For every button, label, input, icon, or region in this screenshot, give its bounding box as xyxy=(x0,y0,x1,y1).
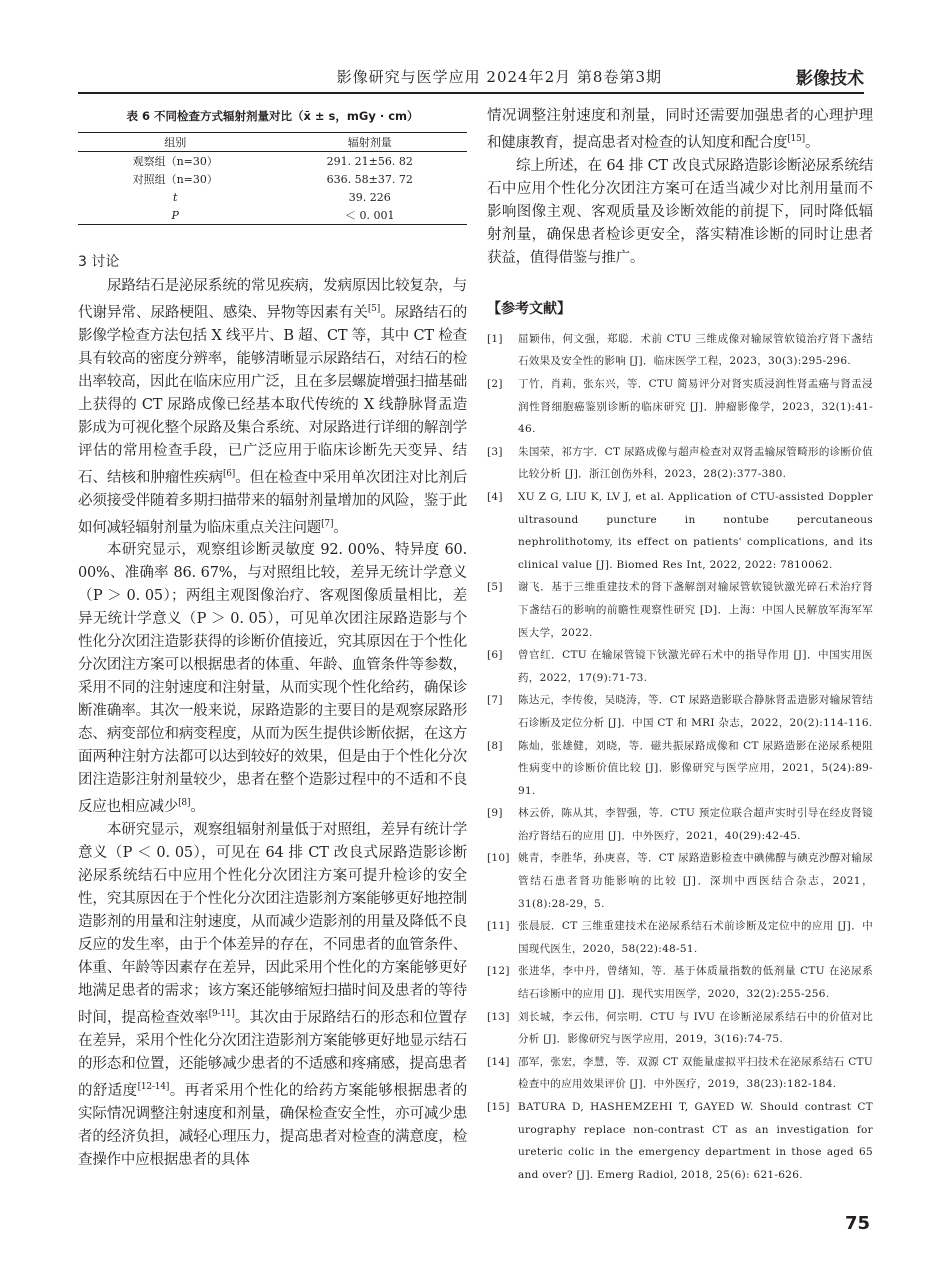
discussion-paragraph-3-continued: 情况调整注射速度和剂量，同时还需要加强患者的心理护理和健康教育，提高患者对检查的认知度和配合度[15]。 xyxy=(487,108,873,151)
reference-list xyxy=(487,328,873,1187)
reference-item: [9] 林云侨，陈从其，李智强，等．CTU 预定位联合超声实时引导在经皮肾镜治疗肾结石的应用 [J]．中外医疗，2021，40(29):42-45. xyxy=(487,807,873,842)
reference-item: [8] 陈灿，张雄健，刘晓，等．磁共振尿路成像和 CT 尿路造影在泌尿系梗阻性病变中的诊断价值比较 [J]．影像研究与医学应用，2021，5(24):89-91. xyxy=(487,739,873,797)
citation: [8] xyxy=(178,798,191,809)
reference-item: [14] 邵军，张宏，李慧，等．双源 CT 双能量虚拟平扫技术在泌尿系结石 CTU 检查中的应用效果评价 [J]．中外医疗，2019，38(23):182-184. xyxy=(487,1055,873,1091)
discussion-paragraph-2: 本研究显示，观察组诊断灵敏度 92. 00%、特异度 60. 00%、准确率 86. 67%，与对照组比较，差异无统计学意义（P ＞ 0. 05）；两组主观图像治疗、客观图像质量相比，差异无统计学意义（P ＞ 0. 05），可见单次团注尿路造影与个性化分次团注造影获得的诊断价值接近，究其原因在于个性化分次团注方案可以根据患者的体重、年龄、血管条件等参数，采用不同的注射速度和注射量，从而实现个性化给药，确保诊断准确率。其次一般来说，尿路造影的主要目的是观察尿路形态、病变部位和病变程度，从而为医生提供诊断依据，在这方面两种注射方法都可以达到较好的效果，但是由于个性化分次团注造影注射剂量较少，患者在整个造影过程中的不适和不良反应也相应减少[8]。 xyxy=(78,542,467,816)
discussion-paragraph-3: 本研究显示，观察组辐射剂量低于对照组，差异有统计学意义（P ＜ 0. 05），可见在 64 排 CT 改良式尿路造影诊断泌尿系统结石中应用个性化分次团注方案可提升检诊的安全性，究其原因在于个性化分次团注造影剂方案能够更好地控制造影剂的用量和注射速度，从而减少造影剂的用量及降低不良反应的发生率，由于个体差异的存在，不同患者的血管条件、体重、年龄等因素存在差异，因此采用个性化的方案能够更好地满足患者的需求；该方案还能够缩短扫描时间及患者的等待时间，提高检查效率[9-11]。其次由于尿路结石的形态和位置存在差异，采用个性化分次团注造影剂方案能够更好地显示结石的形态和位置，还能够减少患者的不适感和疼痛感，提高患者的舒适度[12-14]。再者采用个性化的给药方案能够根据患者的实际情况调整注射速度和剂量，确保检查安全性，亦可减少患者的经济负担，减轻心理压力，提高患者对检查的满意度，检查操作中应根据患者的具体 xyxy=(78,822,468,1168)
table-cell: ＜ 0. 001 xyxy=(273,206,468,225)
citation: [12-14] xyxy=(137,1082,170,1093)
header-divider xyxy=(78,92,864,94)
table-cell: 636. 58±37. 72 xyxy=(326,172,413,186)
citation: [7] xyxy=(321,518,334,529)
table-header-group: 组别 xyxy=(78,133,273,152)
table-cell: P xyxy=(78,206,273,225)
citation: [15] xyxy=(787,134,805,144)
page-number: 75 xyxy=(844,1213,870,1234)
conclusion-paragraph: 综上所述，在 64 排 CT 改良式尿路造影诊断泌尿系统结石中应用个性化分次团注方案可在适当减少对比剂用量而不影响图像主观、客观质量及诊断效能的前提下，同时降低辐射剂量，确保患者检诊更安全，落实精准诊断的同时让患者获益，值得借鉴与推广。 xyxy=(487,157,873,266)
reference-item: [7] 陈达元，李传俊，吴晓涛，等．CT 尿路造影联合静脉肾盂造影对输尿管结石诊断及定位分析 [J]．中国 CT 和 MRI 杂志，2022，20(2):114-116. xyxy=(487,694,873,729)
section-heading-discussion: 3 讨论 xyxy=(78,254,120,270)
reference-item: [4] XU Z G, LIU K, LV J, et al. Application of CTU-assisted Doppler ultrasound puncture in nontube percutaneous nephrolithotomy, its effect on patients' complications, and its clinical value [J]. Biomed Res Int, 2022, 2022: 7810062. xyxy=(487,490,873,571)
references-heading: 【参考文献】 xyxy=(487,300,571,317)
page-header xyxy=(0,0,950,95)
table-caption: 表 6 不同检查方式辐射剂量对比（x̄ ± s，mGy · cm） xyxy=(126,109,419,123)
reference-item: [13] 刘长城，李云伟，何宗明．CTU 与 IVU 在诊断泌尿系结石中的价值对比分析 [J]．影像研究与医学应用，2019，3(16):74-75. xyxy=(487,1010,873,1046)
right-column xyxy=(487,105,873,1186)
table-cell: 39. 226 xyxy=(348,190,391,204)
journal-running-title: 影像研究与医学应用 2024年2月 第8卷第3期 xyxy=(336,68,662,86)
table-cell: 291. 21±56. 82 xyxy=(326,154,413,168)
left-column xyxy=(78,105,467,1172)
reference-item: [5] 谢飞．基于三维重建技术的肾下盏解剖对输尿管软镜钬激光碎石术治疗肾下盏结石的影响的前瞻性观察性研究 [D]．上海：中国人民解放军海军军医大学，2022. xyxy=(487,581,873,639)
table-cell: t xyxy=(173,190,178,204)
citation: [6] xyxy=(222,468,236,479)
reference-item: [11] 张晨辰．CT 三维重建技术在泌尿系结石术前诊断及定位中的应用 [J]．中国现代医生，2020，58(22):48-51. xyxy=(487,920,873,955)
reference-item: [10] 姚青，李胜华，孙庚喜，等．CT 尿路造影检查中碘佛醇与碘克沙醇对输尿管结石患者肾功能影响的比较 [J]．深圳中西医结合杂志，2021，31(8):28-29，5. xyxy=(487,852,873,910)
reference-item: [1] 屈颖伟，何文强，郑聪．术前 CTU 三维成像对输尿管软镜治疗肾下盏结石效果及安全性的影响 [J]．临床医学工程，2023，30(3):295-296. xyxy=(487,332,873,368)
table-row xyxy=(78,188,467,206)
table-header-dose: 辐射剂量 xyxy=(273,133,468,152)
table-header-row xyxy=(78,133,467,152)
discussion-paragraph-1: 尿路结石是泌尿系统的常见疾病，发病原因比较复杂，与代谢异常、尿路梗阻、感染、异物等因素有关[5]。尿路结石的影像学检查方法包括 X 线平片、B 超、CT 等，其中 CT 检查具有较高的密度分辨率，能够清晰显示尿路结石，对结石的检出率较高，因此在临床应用广泛，且在多层螺旋增强扫描基础上获得的 CT 尿路成像已经基本取代传统的 X 线静脉肾盂造影成为可视化整个尿路及集合系统、对尿路进行详细的解剖学评估的常用检查手段，已广泛应用于临床诊断先天变异、结石、结核和肿瘤性疾病[6]。但在检查中采用单次团注对比剂后必须接受伴随着多期扫描带来的辐射剂量增加的风险，鉴于此如何减轻辐射剂量为临床重点关注问题[7]。 xyxy=(78,278,467,536)
table-row xyxy=(78,206,467,225)
section-label: 影像技术 xyxy=(796,69,864,89)
citation: [9-11] xyxy=(208,1009,235,1020)
table-row xyxy=(78,170,467,188)
reference-item: [15] BATURA D, HASHEMZEHI T, GAYED W. Should contrast CT urography replace non-contrast CT as an investigation for ureteric colic in the emergency department in those aged 65 and over? [J]. Emerg Radiol, 2018, 25(6): 621-626. xyxy=(487,1101,873,1181)
radiation-dose-table xyxy=(78,132,467,225)
table-row xyxy=(78,152,467,171)
table-cell: 对照组（n=30） xyxy=(132,173,218,186)
reference-item: [6] 曾官红．CTU 在输尿管镜下钬激光碎石术中的指导作用 [J]．中国实用医药，2022，17(9):71-73. xyxy=(487,649,873,684)
citation: [5] xyxy=(367,304,381,314)
reference-item: [3] 朱国荣，祁方宇．CT 尿路成像与超声检查对双肾盂输尿管畸形的诊断价值比较分析 [J]．浙江创伤外科，2023，28(2):377-380. xyxy=(487,445,873,481)
reference-item: [12] 张进华，李中丹，曾绪知，等．基于体质量指数的低剂量 CTU 在泌尿系结石诊断中的应用 [J]．现代实用医学，2020，32(2):255-256. xyxy=(487,965,873,1001)
reference-item: [2] 丁竹，肖莉，张东兴，等．CTU 简易评分对肾实质浸润性肾盂癌与肾盂浸润性肾细胞癌鉴别诊断的临床研究 [J]．肿瘤影像学，2023，32(1):41-46. xyxy=(487,378,873,436)
table-cell: 观察组（n=30） xyxy=(132,155,218,168)
